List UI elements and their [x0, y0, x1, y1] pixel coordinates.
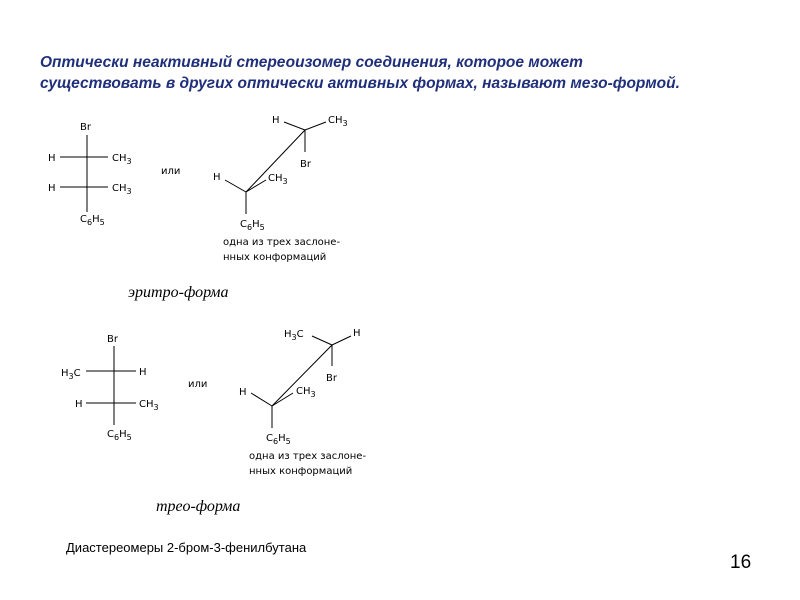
threo-fischer-top: Br: [107, 334, 118, 345]
threo-fischer-r1-right: H: [139, 367, 147, 378]
erythro-saw-bot-right: $CH_3$: [268, 173, 288, 186]
erythro-saw-top-left: H: [272, 115, 280, 126]
erythro-fischer-r2-left: H: [48, 183, 56, 194]
erythro-sawhorse: [213, 115, 348, 232]
threo-saw-bot-left: H: [239, 387, 247, 398]
page-number: 16: [730, 552, 752, 573]
threo-saw-top-down: Br: [326, 373, 337, 384]
threo-sawhorse: [239, 328, 361, 446]
title-line-2: существовать в других оптически активных формах, называют мезо-формой.: [40, 75, 680, 92]
erythro-fischer-r2-right: $CH_3$: [112, 183, 132, 196]
threo-note-line-1: одна из трех заслоне-: [249, 451, 367, 462]
threo-saw-bottom: $C_6H_5$: [266, 433, 291, 446]
threo-fischer-bottom: $C_6H_5$: [107, 429, 132, 442]
erythro-note-line-2: нных конформаций: [223, 252, 327, 263]
threo-saw-top-right: H: [353, 328, 361, 339]
diagram-caption: Диастереомеры 2-бром-3-фенилбутана: [66, 540, 307, 555]
erythro-note-line-1: одна из трех заслоне-: [223, 237, 341, 248]
erythro-saw-top-right: $CH_3$: [328, 115, 348, 128]
erythro-saw-bottom: $C_6H_5$: [240, 219, 265, 232]
threo-fischer: [61, 334, 159, 442]
erythro-fischer-r1-left: H: [48, 153, 56, 164]
erythro-form-label: эритро-форма: [128, 284, 229, 301]
erythro-fischer-top: Br: [80, 122, 91, 133]
erythro-saw-top-down: Br: [300, 159, 311, 170]
threo-form-label: трео-форма: [156, 498, 241, 515]
threo-fischer-r2-left: H: [75, 399, 83, 410]
erythro-saw-bot-left: H: [213, 172, 221, 183]
threo-fischer-r1-left: $H_3C$: [61, 368, 81, 381]
erythro-or-label: или: [161, 166, 181, 177]
erythro-fischer-r1-right: $CH_3$: [112, 153, 132, 166]
threo-note-line-2: нных конформаций: [249, 466, 353, 477]
erythro-fischer-bottom: $C_6H_5$: [80, 214, 105, 227]
threo-saw-bot-right: $CH_3$: [296, 386, 316, 399]
threo-saw-top-left: $H_3C$: [284, 329, 304, 342]
title-line-1: Оптически неактивный стереоизомер соединения, которое может: [40, 54, 583, 71]
threo-or-label: или: [188, 379, 208, 390]
erythro-fischer: [48, 122, 132, 227]
threo-fischer-r2-right: $CH_3$: [139, 399, 159, 412]
